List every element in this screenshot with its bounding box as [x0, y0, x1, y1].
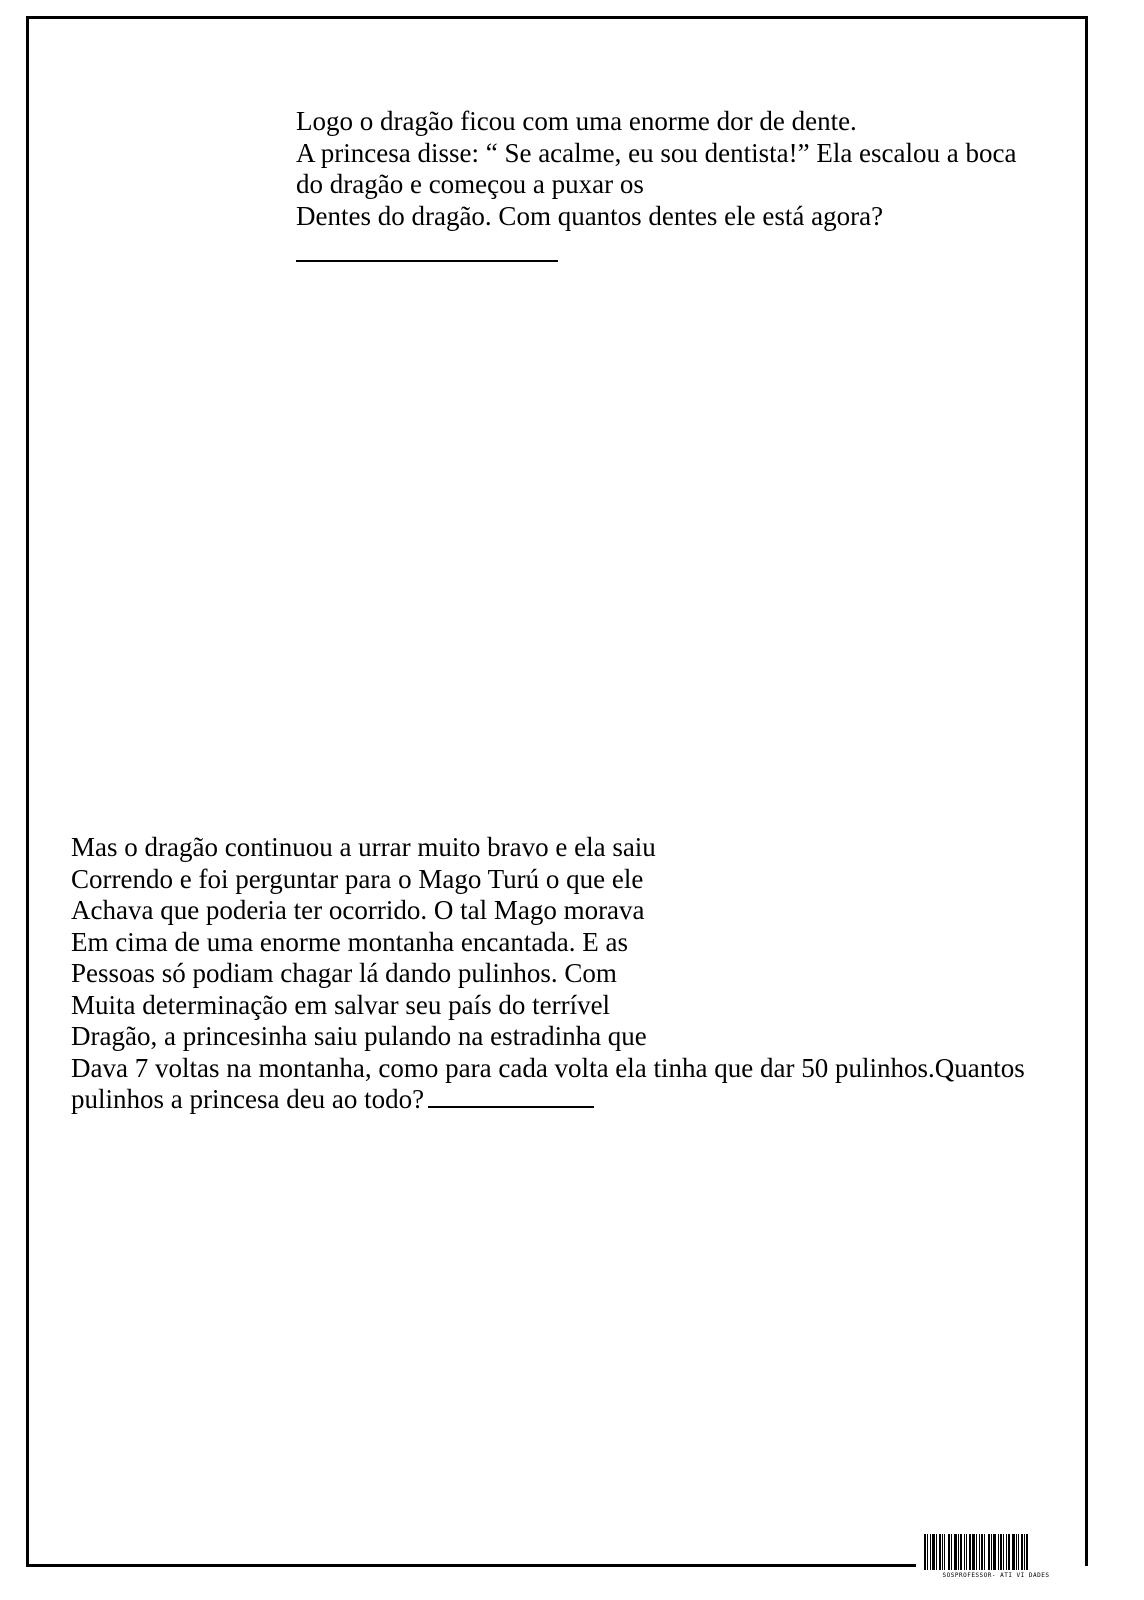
bottom-rule: [26, 1564, 916, 1567]
answer-blank-2[interactable]: [428, 1084, 594, 1108]
problem-1-line: A princesa disse: “ Se acalme, eu sou dentista!” Ela escalou a boca: [296, 137, 1017, 168]
barcode-bars: [924, 1534, 1068, 1570]
problem-2-last-line: [71, 1084, 1025, 1116]
problem-2-line: Muita determinação em salvar seu país do terrível: [71, 989, 611, 1020]
answer-blank-1[interactable]: [296, 238, 558, 262]
problem-2-text: [71, 832, 1025, 1116]
problem-2-line: Dragão, a princesinha saiu pulando na estradinha que: [71, 1021, 647, 1051]
problem-2-line: Correndo e foi perguntar para o Mago Turú o que ele: [71, 863, 644, 894]
problem-1-line: Dentes do dragão. Com quantos dentes ele está agora?: [296, 200, 884, 231]
problem-2-line: Achava que poderia ter ocorrido. O tal Mago morava: [71, 895, 645, 925]
problem-2-line: Em cima de uma enorme montanha encantada. E as: [71, 926, 629, 957]
problem-1-line: Logo o dragão ficou com uma enorme dor de dente.: [296, 106, 857, 136]
problem-2-question: pulinhos a princesa deu ao todo?: [71, 1084, 425, 1114]
problem-2-line: Mas o dragão continuou a urrar muito bravo e ela saiu: [71, 832, 656, 862]
barcode-caption: SOSPROFESSOR- ATI VI DADES: [942, 1572, 1050, 1579]
problem-2-line: Dava 7 voltas na montanha, como para cada volta ela tinha que dar 50 pulinhos.Quantos: [71, 1052, 1025, 1083]
problem-2-line: Pessoas só podiam chagar lá dando pulinhos. Com: [71, 958, 617, 988]
problem-1-text: [296, 106, 1016, 270]
barcode: [924, 1534, 1068, 1586]
problem-1-line: do dragão e começou a puxar os: [296, 169, 644, 199]
